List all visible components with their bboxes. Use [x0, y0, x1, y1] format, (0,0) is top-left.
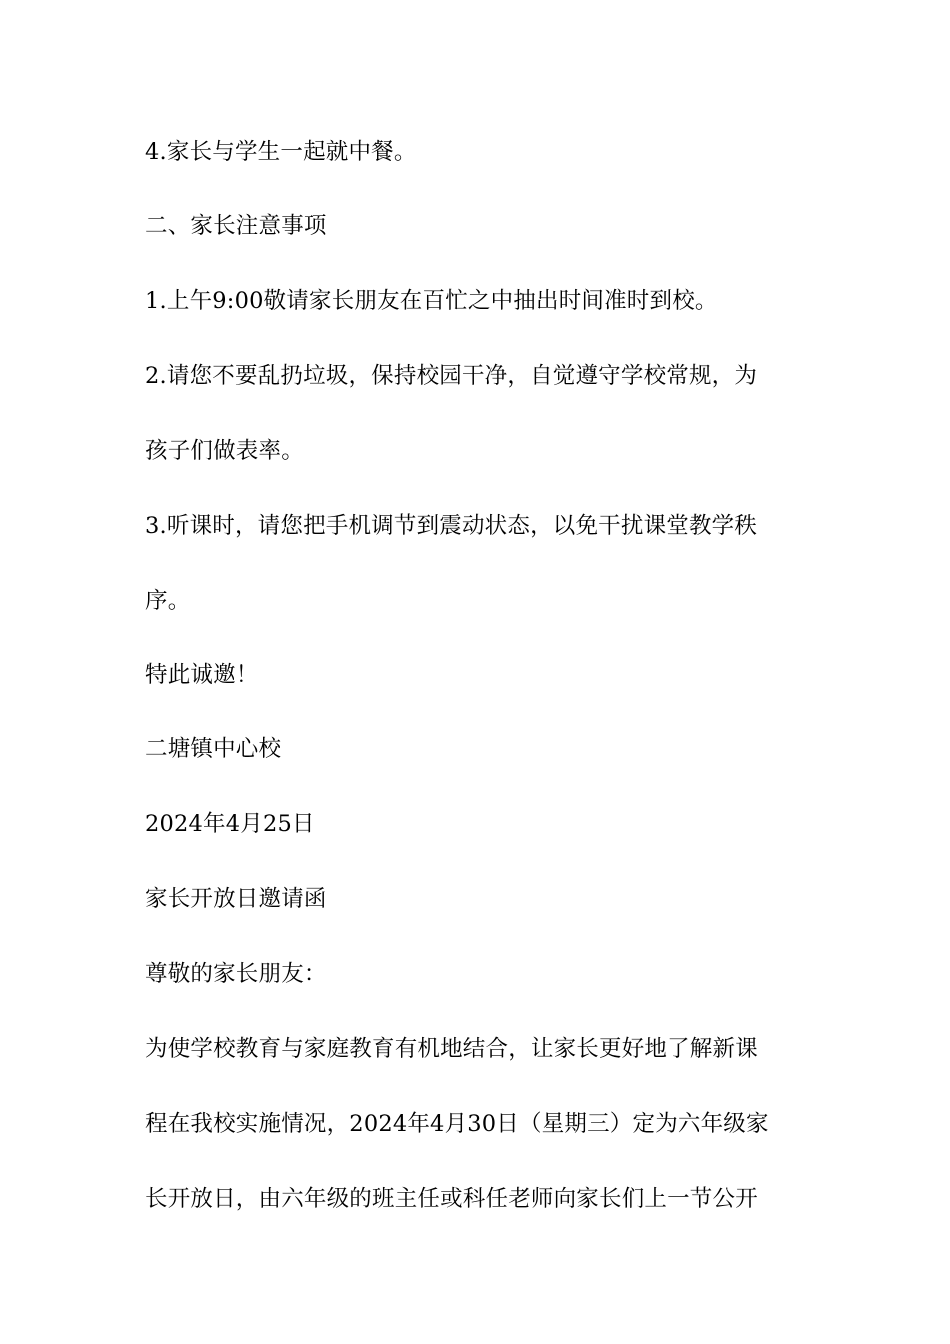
text-line-phone-silent: 3.听课时，请您把手机调节到震动状态，以免干扰课堂教学秩 — [145, 513, 758, 539]
document-title: 家长开放日邀请函 — [145, 886, 327, 912]
text-line-no-littering-cont: 孩子们做表率。 — [145, 438, 304, 464]
text-line-no-littering: 2.请您不要乱扔垃圾，保持校园干净，自觉遵守学校常规，为 — [145, 363, 758, 389]
text-line-arrival-time: 1.上午9:00敬请家长朋友在百忙之中抽出时间准时到校。 — [145, 288, 718, 314]
salutation: 尊敬的家长朋友： — [145, 961, 327, 987]
body-paragraph-line-1: 为使学校教育与家庭教育有机地结合，让家长更好地了解新课 — [145, 1036, 758, 1062]
text-line-phone-silent-cont: 序。 — [145, 588, 191, 614]
body-paragraph-line-3: 长开放日，由六年级的班主任或科任老师向家长们上一节公开 — [145, 1186, 758, 1212]
signature-school: 二塘镇中心校 — [145, 736, 282, 762]
closing-invitation: 特此诚邀！ — [145, 662, 259, 688]
body-paragraph-line-2: 程在我校实施情况，2024年4月30日（星期三）定为六年级家 — [145, 1111, 769, 1137]
text-line-lunch: 4.家长与学生一起就中餐。 — [145, 139, 417, 165]
signature-date: 2024年4月25日 — [145, 811, 315, 837]
section-heading-parent-notes: 二、家长注意事项 — [145, 213, 327, 239]
